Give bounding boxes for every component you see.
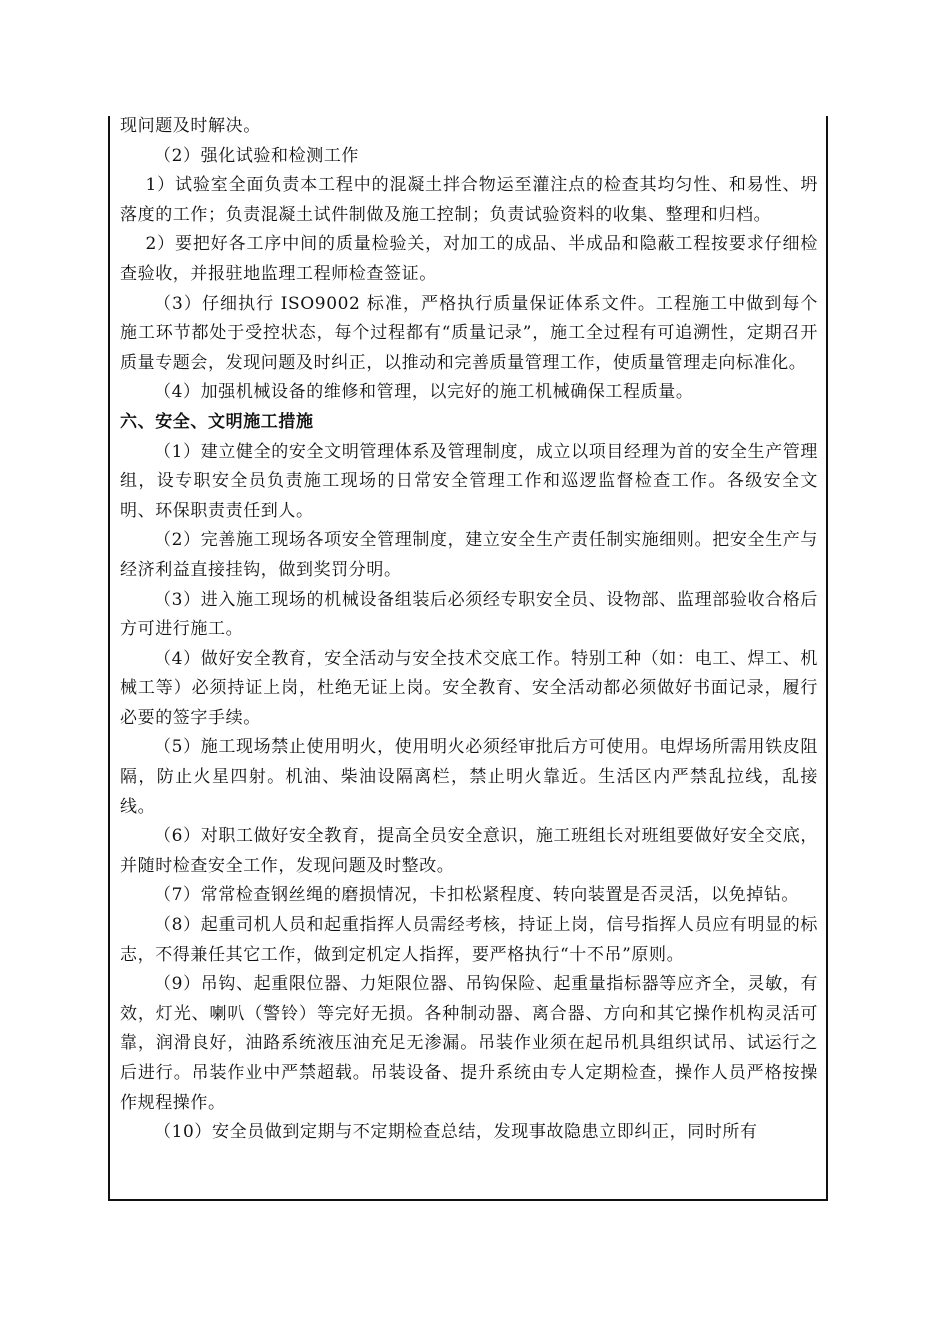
- document-paragraph: （9）吊钩、起重限位器、力矩限位器、吊钩保险、起重量指标器等应齐全，灵敏，有效，灯光、喇叭（警铃）等完好无损。各种制动器、离合器、方向和其它操作机构灵活可靠，润滑良好，油路系统液压油充足无渗漏。吊装作业须在起吊机具组织试吊、试运行之后进行。吊装作业中严禁超载。吊装设备、提升系统由专人定期检查，操作人员严格按操作规程操作。: [120, 974, 818, 1113]
- section-heading: 六、安全、文明施工措施: [120, 411, 314, 432]
- document-paragraph: （3）进入施工现场的机械设备组装后必须经专职安全员、设物部、监理部验收合格后方可进行施工。: [120, 589, 818, 640]
- document-paragraph: 2）要把好各工序中间的质量检验关，对加工的成品、半成品和隐蔽工程按要求仔细检查验收，并报驻地监理工程师检查签证。: [120, 234, 818, 284]
- document-paragraph: （2）完善施工现场各项安全管理制度，建立安全生产责任制实施细则。把安全生产与经济利益直接挂钩，做到奖罚分明。: [120, 530, 818, 580]
- document-paragraph: （3）仔细执行 ISO9002 标准，严格执行质量保证体系文件。工程施工中做到每个施工环节都处于受控状态，每个过程都有“质量记录”，施工全过程有可追溯性，定期召开质量专题会，发现问题及时纠正，以推动和完善质量管理工作，使质量管理走向标准化。: [120, 293, 818, 373]
- document-body: [120, 116, 818, 1148]
- document-paragraph: （4）加强机械设备的维修和管理，以完好的施工机械确保工程质量。: [154, 382, 694, 403]
- document-paragraph: （4）做好安全教育，安全活动与安全技术交底工作。特别工种（如：电工、焊工、机械工等）必须持证上岗，杜绝无证上岗。安全教育、安全活动都必须做好书面记录，履行必要的签字手续。: [120, 648, 818, 728]
- document-table-cell: [108, 116, 828, 1201]
- document-paragraph: （1）建立健全的安全文明管理体系及管理制度，成立以项目经理为首的安全生产管理组，设专职安全员负责施工现场的日常安全管理工作和巡逻监督检查工作。各级安全文明、环保职责责任到人。: [120, 441, 818, 521]
- document-paragraph: （10）安全员做到定期与不定期检查总结，发现事故隐患立即纠正，同时所有: [154, 1122, 758, 1143]
- document-paragraph: 1）试验室全面负责本工程中的混凝土拌合物运至灌注点的检查其均匀性、和易性、坍落度的工作；负责混凝土试件制做及施工控制；负责试验资料的收集、整理和归档。: [120, 175, 818, 225]
- document-paragraph: （8）起重司机人员和起重指挥人员需经考核，持证上岗，信号指挥人员应有明显的标志，不得兼任其它工作，做到定机定人指挥，要严格执行“十不吊”原则。: [120, 915, 818, 965]
- document-paragraph: 现问题及时解决。: [120, 116, 261, 136]
- document-paragraph: （5）施工现场禁止使用明火，使用明火必须经审批后方可使用。电焊场所需用铁皮阻隔，防止火星四射。机油、柴油设隔离栏，禁止明火靠近。生活区内严禁乱拉线，乱接线。: [120, 737, 818, 817]
- document-paragraph: （2）强化试验和检测工作: [154, 145, 360, 166]
- document-paragraph: （6）对职工做好安全教育，提高全员安全意识，施工班组长对班组要做好安全交底，并随时检查安全工作，发现问题及时整改。: [120, 826, 818, 876]
- document-paragraph: （7）常常检查钢丝绳的磨损情况，卡扣松紧程度、转向装置是否灵活，以免掉钻。: [154, 885, 800, 906]
